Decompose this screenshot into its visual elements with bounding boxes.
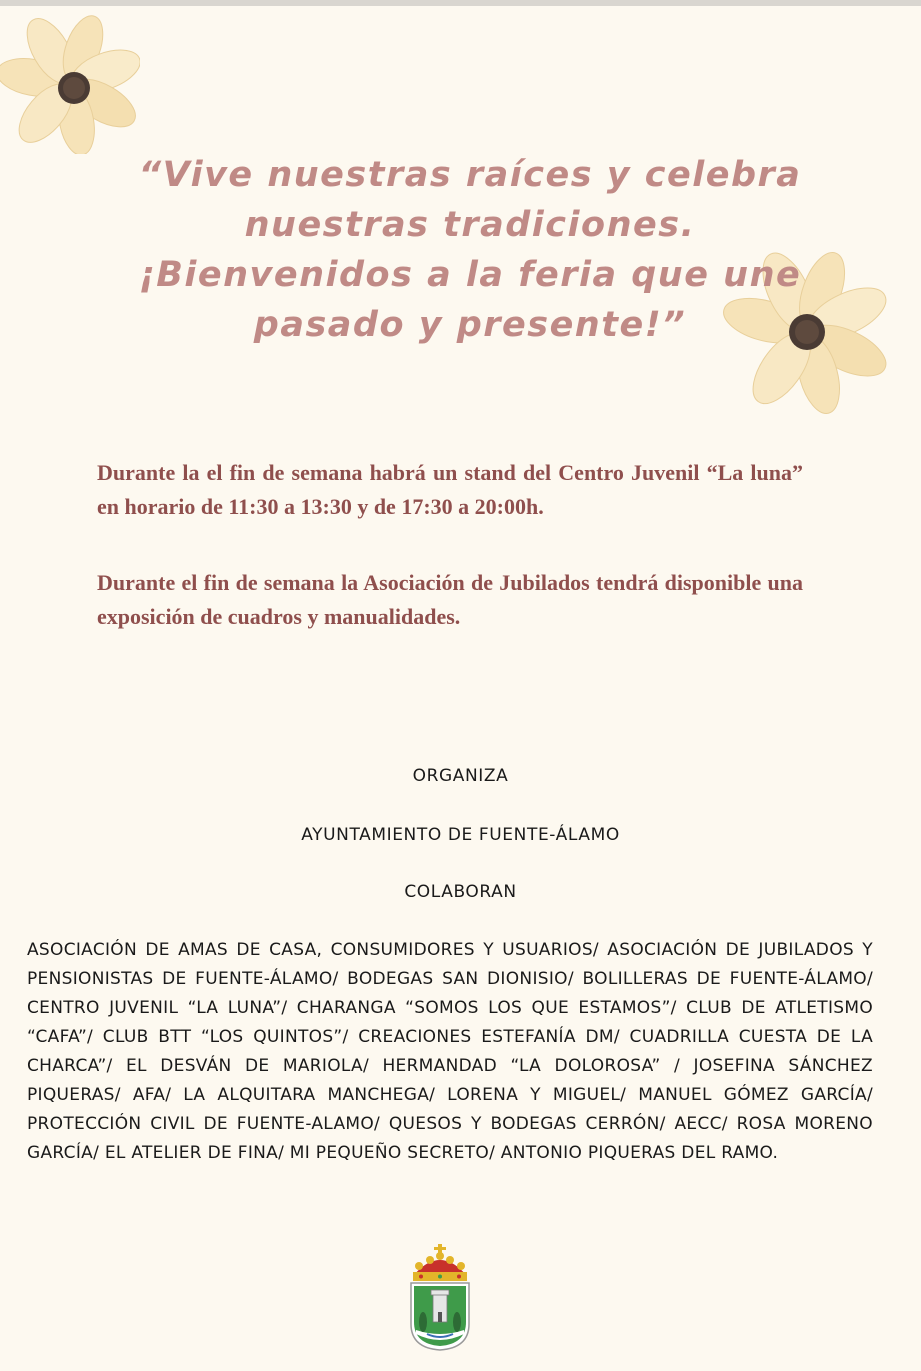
organiza-heading: ORGANIZA	[412, 766, 509, 786]
quote-line: “Vive nuestras raíces y celebra	[138, 155, 802, 195]
quote-line: pasado y presente!”	[253, 305, 687, 345]
welcome-quote	[90, 150, 850, 350]
top-border-strip	[0, 0, 921, 6]
flower-icon	[0, 14, 140, 154]
colaboran-heading: COLABORAN	[404, 882, 517, 902]
quote-line: ¡Bienvenidos a la feria que une	[138, 255, 802, 295]
retirees-exhibition-paragraph: Durante el fin de semana la Asociación de Jubilados tendrá disponible una exposición de cuadros y manualidades.	[97, 570, 803, 629]
collaborators-list: ASOCIACIÓN DE AMAS DE CASA, CONSUMIDORES Y USUARIOS/ ASOCIACIÓN DE JUBILADOS Y PENSIONISTAS DE FUENTE-ÁLAMO/ BODEGAS SAN DIONISIO/ BOLILLERAS DE FUENTE-ÁLAMO/ CENTRO JUVENIL “LA LUNA”/ CHARANGA “SOMOS LOS QUE ESTAMOS”/ CLUB DE ATLETISMO “CAFA”/ CLUB BTT “LOS QUINTOS”/ CREACIONES ESTEFANÍA DM/ CUADRILLA CUESTA DE LA CHARCA”/ EL DESVÁN DE MARIOLA/ HERMANDAD “LA DOLOROSA” / JOSEFINA SÁNCHEZ PIQUERAS/ AFA/ LA ALQUITARA MANCHEGA/ LORENA Y MIGUEL/ MANUEL GÓMEZ GARCÍA/ PROTECCIÓN CIVIL DE FUENTE-ALAMO/ QUESOS Y BODEGAS CERRÓN/ AECC/ ROSA MORENO GARCÍA/ EL ATELIER DE FINA/ MI PEQUEÑO SECRETO/ ANTONIO PIQUERAS DEL RAMO.	[27, 940, 873, 1163]
quote-line: nuestras tradiciones.	[244, 205, 696, 245]
organizer-name: AYUNTAMIENTO DE FUENTE-ÁLAMO	[301, 825, 620, 845]
shield-icon	[411, 1283, 469, 1350]
coat-of-arms-icon	[407, 1242, 473, 1352]
crown-icon	[413, 1244, 467, 1281]
youth-center-stand-paragraph: Durante la el fin de semana habrá un stand del Centro Juvenil “La luna” en horario de 11:30 a 13:30 y de 17:30 a 20:00h.	[97, 460, 803, 519]
